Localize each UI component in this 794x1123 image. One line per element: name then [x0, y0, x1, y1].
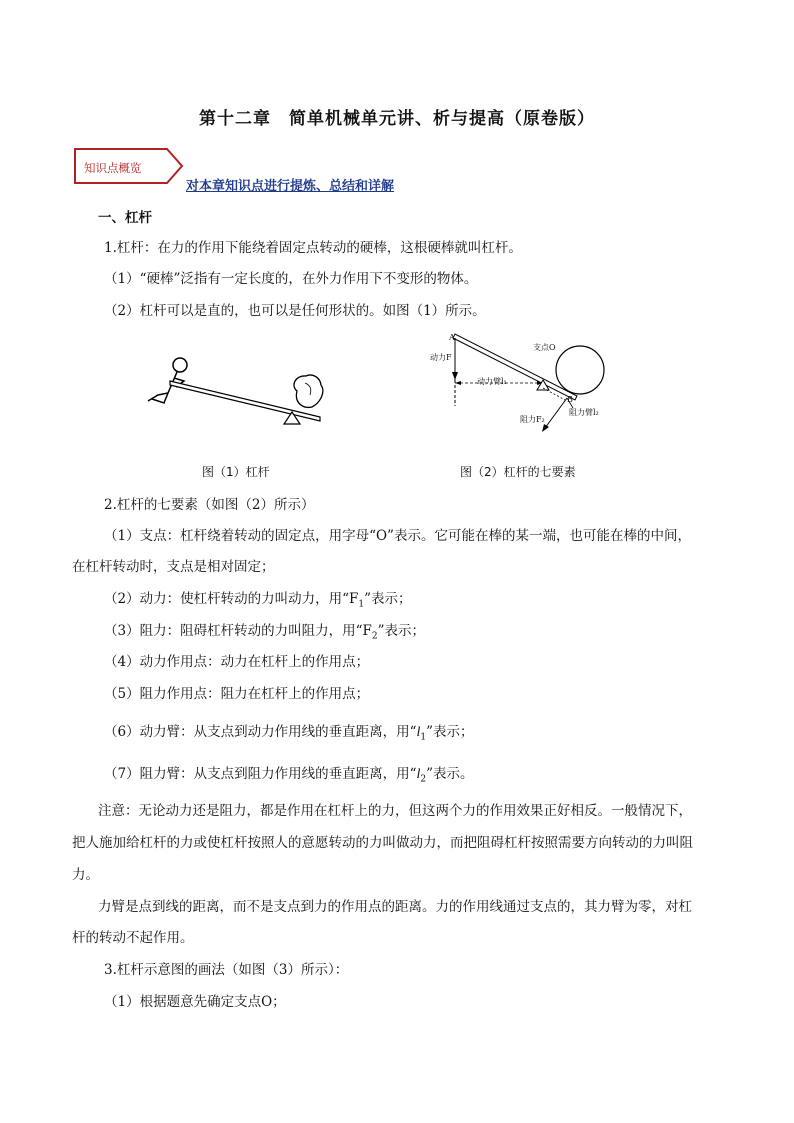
paragraph-load-point: （5）阻力作用点：阻力在杠杆上的作用点；: [104, 686, 370, 702]
paragraph-step-1: （1）根据题意先确定支点O；: [104, 994, 286, 1010]
paragraph-resistance: [104, 621, 425, 647]
resistance-subscript: 2: [371, 631, 378, 642]
note-paragraph-2a: 力臂是点到线的距离，而不是支点到力的作用点的距离。力的作用线通过支点的，其力臂为零，对杠: [98, 899, 692, 915]
effort-arm-variable: l: [416, 725, 421, 740]
section-heading-lever: 一、杠杆: [98, 210, 152, 226]
effort-text-end: ”表示；: [364, 591, 412, 607]
paragraph-load-arm: [104, 764, 474, 790]
load-arm-subscript: 2: [420, 774, 427, 785]
page-title: 第十二章 简单机械单元讲、析与提高（原卷版）: [199, 109, 595, 129]
resistance-text: （3）阻力：阻碍杠杆转动的力叫阻力，用“F: [104, 623, 372, 639]
fig2-label-force-F1: 动力F: [430, 353, 452, 362]
paragraph-seven-elements: 2.杠杆的七要素（如图（2）所示）: [104, 497, 315, 513]
paragraph-effort-arm: [104, 722, 474, 748]
fig2-label-arm-l1: 动力臂l₁: [477, 377, 507, 386]
fig2-label-force-F2: 阻力F₂: [520, 415, 545, 424]
load-arm-variable: l: [416, 767, 421, 782]
paragraph-effort: [104, 589, 412, 615]
paragraph-lever-shape: （2）杠杆可以是直的，也可以是任何形状的。如图（1）所示。: [104, 303, 486, 319]
fig2-label-fulcrum-O: 支点O: [533, 343, 556, 352]
badge-label: 知识点概览: [84, 161, 142, 175]
fig2-label-arm-l2: 阻力臂l₂: [569, 408, 599, 417]
note-paragraph-1a: 注意：无论动力还是阻力，都是作用在杠杆上的力，但这两个力的作用效果正好相反。一般情况下，: [98, 803, 692, 819]
load-arm-text-end: ”表示。: [426, 766, 474, 782]
figure-lever-illustration: [140, 345, 330, 435]
paragraph-diagram-method: 3.杠杆示意图的画法（如图（3）所示）：: [104, 962, 349, 978]
paragraph-effort-point: （4）动力作用点：动力在杠杆上的作用点；: [104, 654, 370, 670]
rock: [294, 375, 323, 407]
figure-lever-elements: [425, 328, 615, 443]
note-paragraph-2b: 杆的转动不起作用。: [72, 930, 194, 946]
figure1-caption: 图（1）杠杆: [202, 465, 270, 479]
badge-link[interactable]: 对本章知识点进行提炼、总结和详解: [186, 179, 395, 194]
load-arm-text: （7）阻力臂：从支点到阻力作用线的垂直距离，用“: [104, 766, 417, 782]
paragraph-fulcrum-1: （1）支点：杠杆绕着转动的固定点，用字母“O”表示。它可能在棒的某一端，也可能在棒的中间，: [104, 528, 691, 544]
effort-subscript: 1: [358, 599, 365, 610]
resistance-text-end: ”表示；: [377, 623, 425, 639]
note-paragraph-1c: 力。: [72, 867, 99, 883]
effort-arm-text-end: ”表示；: [426, 724, 474, 740]
paragraph-lever-definition: 1.杠杆：在力的作用下能绕着固定点转动的硬棒，这根硬棒就叫杠杆。: [104, 240, 522, 256]
effort-text: （2）动力：使杠杆转动的力叫动力，用“F: [104, 591, 359, 607]
fig2-label-B: B: [567, 395, 573, 404]
person-head: [173, 358, 187, 372]
paragraph-fulcrum-2: 在杠杆转动时，支点是相对固定；: [72, 559, 275, 575]
figure2-caption: 图（2）杠杆的七要素: [460, 465, 576, 479]
paragraph-hard-rod: （1）“硬棒”泛指有一定长度的，在外力作用下不变形的物体。: [104, 271, 478, 287]
effort-arm-subscript: 1: [420, 732, 427, 743]
note-paragraph-1b: 把人施加给杠杆的力或使杠杆按照人的意愿转动的力叫做动力，而把阻碍杠杆按照需要方向转动的力叫阻: [72, 835, 693, 851]
effort-arm-text: （6）动力臂：从支点到动力作用线的垂直距离，用“: [104, 724, 417, 740]
fig2-label-A: A: [449, 333, 455, 342]
